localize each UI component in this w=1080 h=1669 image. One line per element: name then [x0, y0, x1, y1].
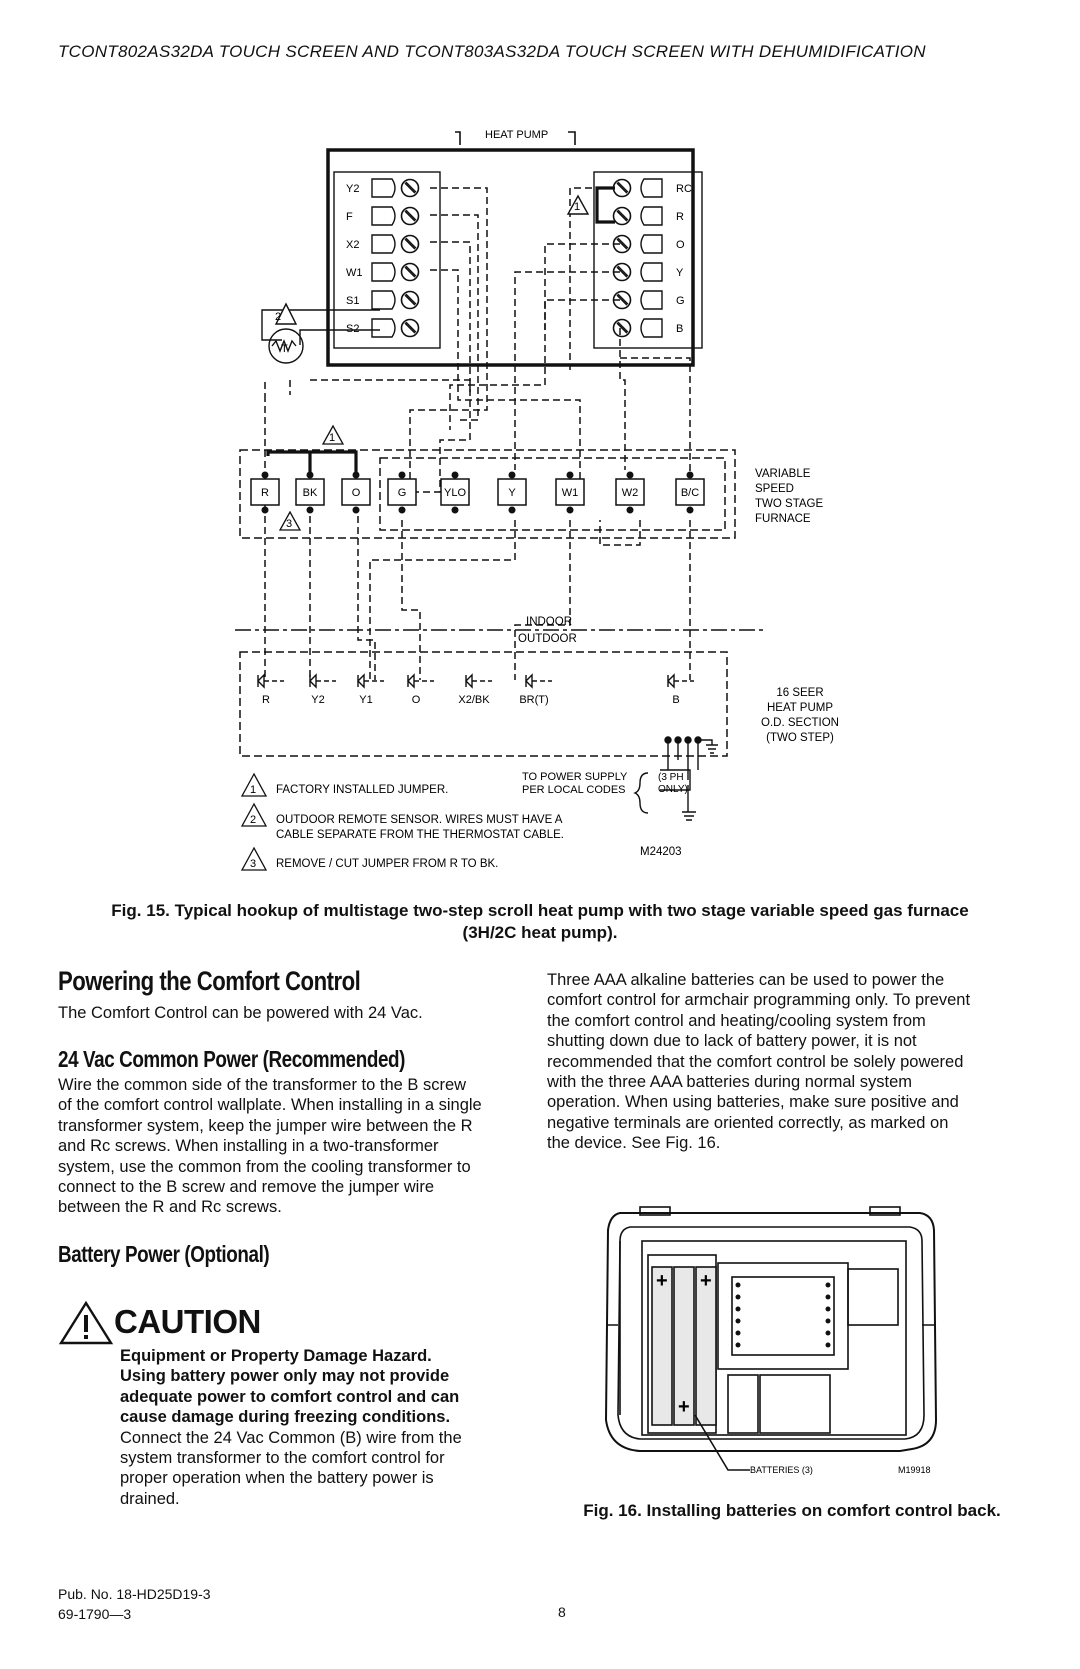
text-line: the device. See Fig. 16.: [547, 1134, 721, 1153]
furnace-terminal-label: G: [397, 487, 407, 499]
outdoor-label-line: HEAT PUMP: [766, 702, 834, 714]
terminal-clip: [641, 291, 662, 309]
quick-connect: [526, 675, 532, 687]
text-line: Equipment or Property Damage Hazard.: [120, 1347, 432, 1365]
battery-plus-2: +: [678, 1396, 690, 1418]
furnace-terminal-label: Y: [508, 487, 516, 499]
furnace-label-line: TWO STAGE: [755, 498, 824, 510]
note-1-marker: 1: [574, 201, 581, 213]
intro-text: The Comfort Control can be powered with 24 Vac.: [58, 1004, 423, 1022]
page-number: 8: [558, 1604, 566, 1620]
right-terminal-label: O: [676, 239, 685, 251]
subsection-24vac-title: 24 Vac Common Power (Recommended): [58, 1046, 406, 1072]
left-terminal-label: W1: [346, 267, 363, 279]
text-line: Three AAA alkaline batteries can be used to power the: [547, 971, 945, 989]
footer-pub-number: Pub. No. 18-HD25D19-3: [58, 1586, 211, 1602]
terminal-clip: [372, 179, 395, 197]
note-2-marker: 2: [275, 311, 282, 323]
terminal-clip: [372, 263, 395, 281]
power-supply-line: TO POWER SUPPLY: [522, 771, 628, 783]
note-text: CABLE SEPARATE FROM THE THERMOSTAT CABLE.: [276, 829, 564, 841]
left-terminal-label: S1: [346, 295, 360, 307]
terminal-clip: [641, 319, 662, 337]
power-supply-line: PER LOCAL CODES: [522, 784, 626, 796]
subsection-battery-title: Battery Power (Optional): [58, 1241, 270, 1267]
note-number: 1: [250, 784, 257, 796]
right-terminal-label: R: [676, 211, 684, 223]
terminal-clip: [372, 207, 395, 225]
battery-figure: [600, 1205, 940, 1485]
section-title: Powering the Comfort Control: [58, 966, 361, 996]
quick-connect: [408, 675, 414, 687]
text-line: shutting down due to lack of battery power, it is not: [547, 1032, 917, 1051]
page-header: TCONT802AS32DA TOUCH SCREEN AND TCONT803AS32DA TOUCH SCREEN WITH DEHUMIDIFICATION: [58, 42, 926, 61]
terminal-clip: [641, 207, 662, 225]
fig15-caption: [60, 900, 1020, 944]
terminal-clip: [372, 319, 395, 337]
left-terminal-label: F: [346, 211, 353, 223]
battery-figure-code: M19918: [898, 1465, 931, 1475]
text-line: proper operation when the battery power is: [120, 1469, 434, 1488]
batteries-label: BATTERIES (3): [750, 1465, 813, 1475]
text-line: comfort control for armchair programming only. To prevent: [547, 991, 971, 1010]
text-line: of the comfort control wallplate. When installing in a single: [58, 1096, 482, 1115]
left-terminal-label: X2: [346, 239, 360, 251]
quick-connect: [668, 675, 674, 687]
note-number: 3: [250, 858, 257, 870]
left-terminal-label: S2: [346, 323, 360, 335]
outdoor-terminal-label: Y2: [311, 694, 325, 706]
text-line: and Rc screws. When installing in a two-transformer: [58, 1137, 439, 1156]
text-line: drained.: [120, 1489, 180, 1508]
right-terminal-label: RC: [676, 183, 692, 195]
outdoor-label: OUTDOOR: [518, 633, 577, 645]
battery-plus-1: +: [656, 1270, 668, 1292]
fig16-caption: Fig. 16. Installing batteries on comfort control back.: [583, 1501, 1001, 1520]
note-text: FACTORY INSTALLED JUMPER.: [276, 784, 449, 796]
text-line: connect to the B screw and remove the jumper wire: [58, 1178, 435, 1197]
figure-code: M24203: [640, 846, 682, 858]
caution-warning-icon: [58, 1300, 114, 1346]
subsection-24vac-body: [58, 1075, 538, 1218]
text-line: Wire the common side of the transformer to the B screw: [58, 1076, 467, 1094]
furnace-label-line: FURNACE: [755, 513, 811, 525]
caution-title: CAUTION: [114, 1303, 261, 1340]
text-line: adequate power to comfort control and can: [120, 1387, 460, 1406]
right-terminal-label: G: [676, 295, 685, 307]
footer-pub: [58, 1584, 211, 1624]
footer-doc-number: 69-1790—3: [58, 1606, 132, 1622]
furnace-terminal-label: R: [261, 487, 269, 499]
outdoor-label-line: 16 SEER: [776, 687, 824, 699]
fig15-caption-line2: (3H/2C heat pump).: [462, 923, 618, 942]
text-line: cause damage during freezing conditions.: [120, 1408, 451, 1427]
right-terminal-label: B: [676, 323, 684, 335]
quick-connect: [358, 675, 364, 687]
battery-plus-3: +: [700, 1270, 712, 1292]
battery-description: [547, 970, 1037, 1154]
furnace-label-line: VARIABLE: [755, 468, 811, 480]
note-text: REMOVE / CUT JUMPER FROM R TO BK.: [276, 858, 499, 870]
right-terminal-label: Y: [676, 267, 684, 279]
terminal-clip: [641, 179, 662, 197]
furnace-terminal-label: W1: [561, 487, 579, 499]
furnace-terminal-label: O: [351, 487, 361, 499]
text-line: recommended that the comfort control be solely powered: [547, 1052, 964, 1071]
three-phase-line: ONLY): [658, 784, 688, 795]
furnace-terminal-label: YLO: [443, 487, 467, 499]
furnace-terminal-label: B/C: [680, 487, 700, 499]
outdoor-label-line: O.D. SECTION: [761, 717, 839, 729]
text-line: Connect the 24 Vac Common (B) wire from the: [120, 1428, 462, 1447]
furnace-label-line: SPEED: [755, 483, 794, 495]
left-terminal-label: Y2: [346, 183, 360, 195]
outdoor-terminal-label: Y1: [359, 694, 373, 706]
quick-connect: [310, 675, 316, 687]
note-text: OUTDOOR REMOTE SENSOR. WIRES MUST HAVE A: [276, 814, 563, 826]
text-line: Using battery power only may not provide: [120, 1367, 450, 1386]
text-line: operation. When using batteries, make sure positive and: [547, 1093, 959, 1112]
caution-body: [120, 1346, 540, 1509]
text-line: transformer system, keep the jumper wire between the R: [58, 1116, 473, 1135]
outdoor-terminal-label: BR(T): [519, 694, 549, 706]
heat-pump-label: HEAT PUMP: [485, 129, 549, 141]
text-line: system transformer to the comfort control for: [120, 1449, 445, 1468]
furnace-terminal-label: W2: [621, 487, 639, 499]
outdoor-label-line: (TWO STEP): [766, 732, 834, 744]
outdoor-terminal-label: B: [672, 694, 680, 706]
outdoor-terminal-label: X2/BK: [458, 694, 490, 706]
note-1-marker-furnace: 1: [329, 432, 336, 444]
text-line: the comfort control and heating/cooling system from: [547, 1011, 926, 1030]
outdoor-terminal-label: O: [411, 694, 421, 706]
quick-connect: [466, 675, 472, 687]
terminal-clip: [641, 263, 662, 281]
text-line: system, use the common from the cooling transformer to: [58, 1157, 471, 1176]
text-line: between the R and Rc screws.: [58, 1198, 282, 1217]
furnace-terminal-label: BK: [302, 487, 318, 499]
text-line: negative terminals are oriented correctly, as marked on: [547, 1113, 949, 1132]
terminal-clip: [641, 235, 662, 253]
note-number: 2: [250, 814, 257, 826]
fig15-caption-line1: Fig. 15. Typical hookup of multistage two-step scroll heat pump with two stage variable speed gas furnace: [111, 901, 969, 920]
text-line: with the three AAA batteries during normal system: [547, 1073, 913, 1092]
terminal-clip: [372, 235, 395, 253]
terminal-clip: [372, 291, 395, 309]
indoor-label: INDOOR: [526, 616, 572, 628]
outdoor-terminal-label: R: [262, 694, 270, 706]
note-3-marker: 3: [286, 518, 293, 530]
sensor-label: T: [281, 343, 288, 355]
three-phase-line: (3 PH: [658, 772, 684, 783]
quick-connect: [258, 675, 264, 687]
